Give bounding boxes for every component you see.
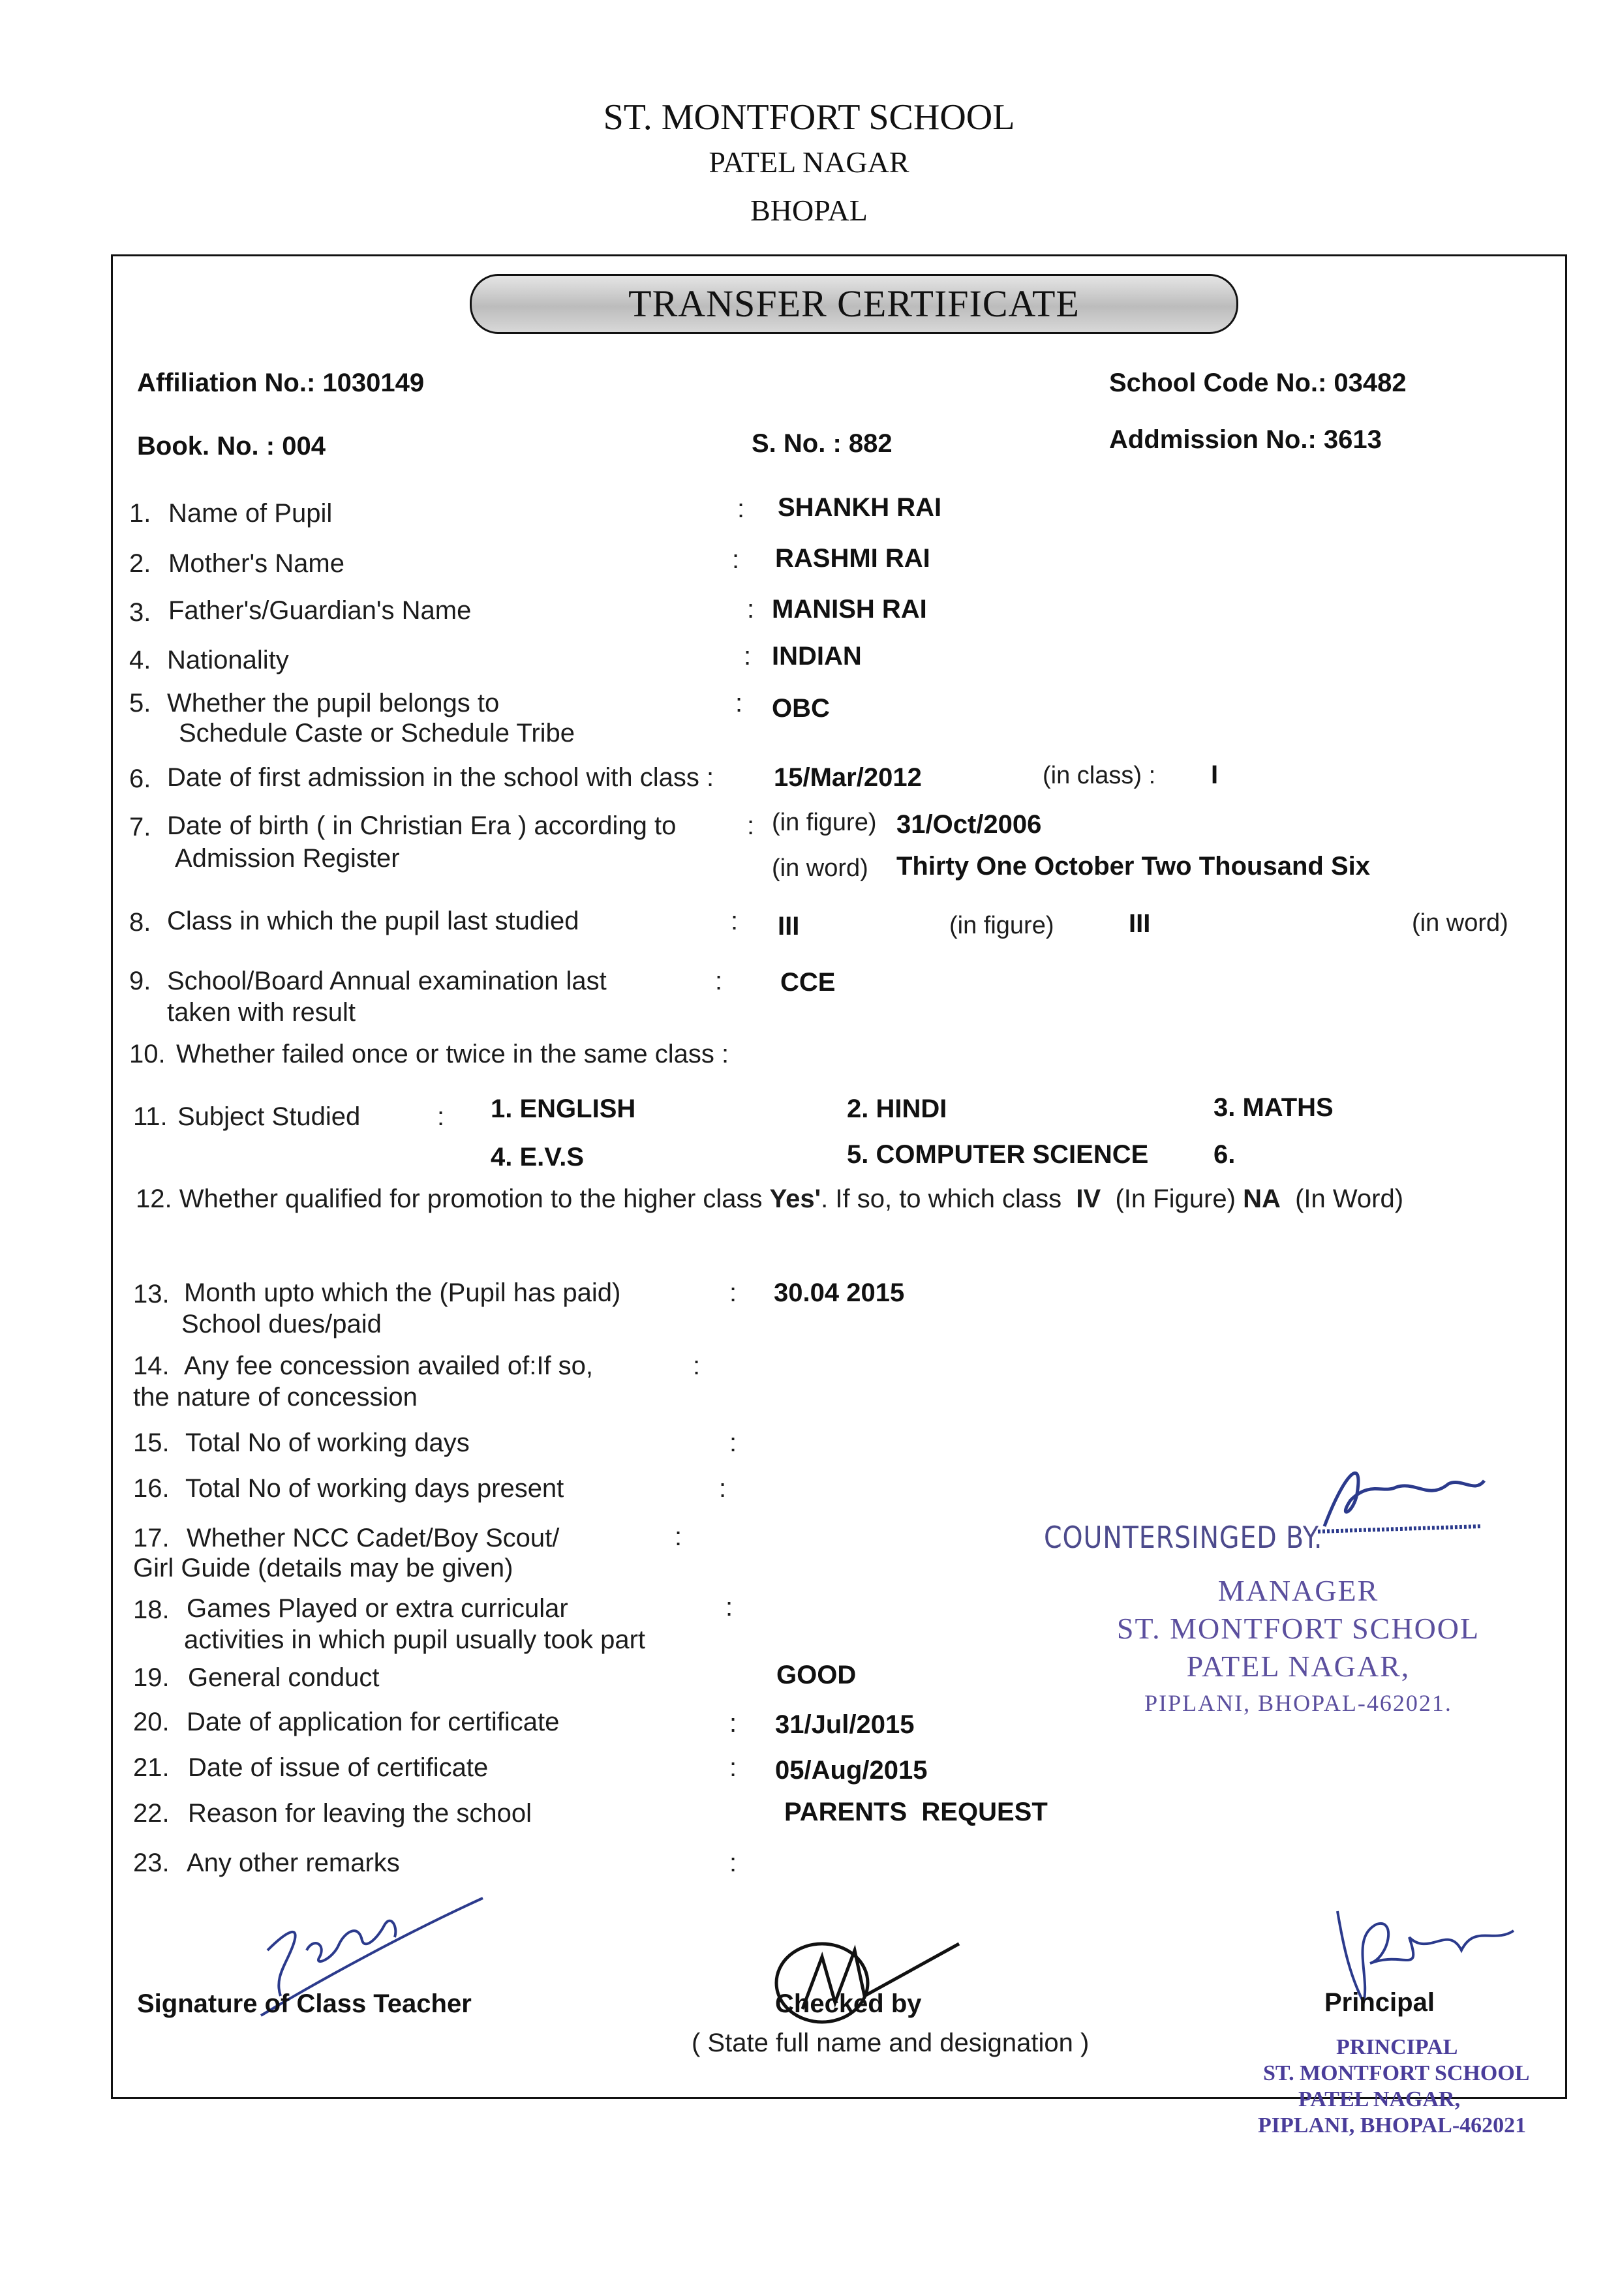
row-number: 15. (133, 1428, 170, 1457)
class-teacher-label: Signature of Class Teacher (137, 1989, 472, 2018)
row-number: 5. (129, 689, 151, 718)
label-fee-concession-line2: the nature of concession (133, 1383, 418, 1412)
label-working-days: Total No of working days (185, 1428, 470, 1457)
value-first-admission: 15/Mar/2012 (774, 763, 922, 792)
subject-item: 6. (1214, 1140, 1236, 1169)
label-name-of-pupil: Name of Pupil (168, 499, 333, 528)
row-number: 6. (129, 764, 151, 793)
label-dob-in-word: (in word) (772, 854, 868, 882)
colon: : (737, 494, 745, 523)
colon: : (731, 907, 739, 935)
school-city: BHOPAL (750, 194, 868, 227)
subject-item: 3. MATHS (1214, 1093, 1334, 1122)
label-annual-exam-line2: taken with result (167, 998, 356, 1027)
colon: : (693, 1352, 701, 1380)
row-number: 12. (136, 1185, 172, 1213)
label-games-line2: activities in which pupil usually took part (184, 1625, 646, 1654)
row-number: 18. (133, 1595, 170, 1624)
label-leaving-reason: Reason for leaving the school (188, 1799, 532, 1828)
principal-stamp-line2: ST. MONTFORT SCHOOL (1263, 2061, 1530, 2085)
label-dues: Month upto which the (Pupil has paid) (184, 1278, 621, 1307)
principal-label: Principal (1324, 1988, 1435, 2017)
promotion-line (136, 1185, 1403, 1214)
manager-signature (1318, 1455, 1488, 1533)
row-number: 1. (129, 499, 151, 528)
value-name-of-pupil: SHANKH RAI (778, 493, 942, 522)
label-last-class-in-word: (in word) (1412, 909, 1508, 937)
label-dob-in-figure: (in figure) (772, 809, 877, 836)
school-code-no: School Code No.: 03482 (1109, 369, 1407, 397)
label-caste-line2: Schedule Caste or Schedule Tribe (179, 719, 575, 748)
label-nationality: Nationality (167, 646, 289, 674)
label-promotion-mid: . If so, to which class (821, 1185, 1062, 1213)
colon: : (747, 595, 755, 624)
row-number: 14. (133, 1352, 170, 1380)
label-fathers-name: Father's/Guardian's Name (168, 596, 472, 625)
label-last-class-in-figure: (in figure) (949, 912, 1054, 939)
principal-stamp-line3: PATEL NAGAR, (1298, 2087, 1461, 2111)
row-number: 10. (129, 1040, 166, 1068)
label-ncc: Whether NCC Cadet/Boy Scout/ (187, 1524, 560, 1552)
value-issue-date: 05/Aug/2015 (775, 1756, 928, 1785)
manager-stamp-school: ST. MONTFORT SCHOOL (1116, 1612, 1480, 1645)
label-date-of-birth-line2: Admission Register (175, 844, 400, 873)
school-locality: PATEL NAGAR (709, 145, 909, 179)
row-number: 13. (133, 1280, 170, 1308)
colon: : (729, 1709, 737, 1738)
row-number: 19. (133, 1663, 170, 1692)
label-failed: Whether failed once or twice in the same class : (176, 1040, 729, 1068)
value-dob-word: Thirty One October Two Thousand Six (896, 852, 1370, 881)
value-last-class-2: III (1129, 909, 1151, 938)
row-number: 11. (133, 1102, 168, 1131)
countersigned-label: COUNTERSINGED BY. (1044, 1520, 1323, 1555)
manager-stamp-address: PIPLANI, BHOPAL-462021. (1144, 1690, 1452, 1716)
value-in-class: I (1211, 761, 1219, 789)
value-dob-figure: 31/Oct/2006 (896, 810, 1042, 839)
colon: : (675, 1522, 682, 1551)
label-in-class: (in class) : (1043, 762, 1156, 789)
colon: : (729, 1428, 737, 1457)
label-caste: Whether the pupil belongs to (167, 689, 500, 718)
label-games: Games Played or extra curricular (187, 1594, 568, 1623)
value-leaving-reason: PARENTS REQUEST (784, 1798, 1048, 1826)
label-date-of-birth: Date of birth ( in Christian Era ) according to (167, 811, 677, 840)
label-conduct: General conduct (188, 1663, 380, 1692)
value-conduct: GOOD (776, 1661, 857, 1689)
serial-no: S. No. : 882 (752, 429, 893, 458)
manager-stamp-locality: PATEL NAGAR, (1186, 1650, 1411, 1683)
checked-by-note: ( State full name and designation ) (692, 2029, 1090, 2057)
colon: : (747, 811, 755, 840)
row-number: 23. (133, 1849, 170, 1877)
row-number: 8. (129, 908, 151, 937)
row-number: 3. (129, 598, 151, 627)
label-first-admission: Date of first admission in the school with class : (167, 763, 714, 792)
colon: : (729, 1278, 737, 1307)
affiliation-no: Affiliation No.: 1030149 (137, 369, 425, 397)
label-mothers-name: Mother's Name (168, 549, 344, 578)
colon: : (719, 1474, 727, 1503)
colon: : (725, 1593, 733, 1622)
label-days-present: Total No of working days present (185, 1474, 564, 1503)
label-last-class: Class in which the pupil last studied (167, 907, 579, 935)
colon: : (729, 1753, 737, 1782)
subject-item: 4. E.V.S (491, 1143, 585, 1171)
value-caste: OBC (772, 694, 830, 723)
admission-no: Addmission No.: 3613 (1109, 425, 1382, 454)
label-ncc-line2: Girl Guide (details may be given) (133, 1554, 513, 1582)
label-promotion-in-figure: (In Figure) (1115, 1185, 1236, 1213)
row-number: 21. (133, 1753, 170, 1782)
row-number: 20. (133, 1708, 170, 1736)
value-application-date: 31/Jul/2015 (775, 1710, 915, 1739)
row-number: 16. (133, 1474, 170, 1503)
subject-item: 2. HINDI (847, 1095, 947, 1123)
value-promotion-class-word: NA (1243, 1185, 1281, 1213)
label-other-remarks: Any other remarks (187, 1849, 400, 1877)
colon: : (735, 689, 743, 718)
colon: : (715, 967, 723, 995)
label-subjects: Subject Studied (177, 1102, 361, 1131)
value-promotion-yes: Yes' (769, 1185, 821, 1213)
colon: : (729, 1849, 737, 1877)
manager-stamp-role: MANAGER (1217, 1574, 1379, 1607)
label-annual-exam: School/Board Annual examination last (167, 967, 607, 995)
checked-by-label: Checked by (775, 1989, 922, 2018)
value-annual-exam: CCE (780, 968, 836, 997)
book-no: Book. No. : 004 (137, 432, 326, 461)
label-issue-date: Date of issue of certificate (188, 1753, 489, 1782)
value-last-class: III (778, 912, 800, 941)
colon: : (744, 642, 752, 671)
subject-item: 1. ENGLISH (491, 1095, 636, 1123)
value-dues: 30.04 2015 (774, 1278, 905, 1307)
row-number: 2. (129, 549, 151, 578)
colon: : (437, 1102, 445, 1131)
row-number: 22. (133, 1799, 170, 1828)
row-number: 17. (133, 1524, 170, 1552)
label-promotion-in-word: (In Word) (1295, 1185, 1404, 1213)
principal-stamp-line4: PIPLANI, BHOPAL-462021 (1258, 2113, 1527, 2137)
label-promotion: Whether qualified for promotion to the higher class (179, 1185, 763, 1213)
row-number: 9. (129, 967, 151, 995)
principal-stamp-line1: PRINCIPAL (1336, 2035, 1458, 2059)
label-dues-line2: School dues/paid (181, 1310, 382, 1338)
certificate-title: TRANSFER CERTIFICATE (470, 274, 1238, 334)
row-number: 7. (129, 813, 151, 841)
row-number: 4. (129, 646, 151, 674)
value-mothers-name: RASHMI RAI (775, 544, 930, 573)
label-fee-concession: Any fee concession availed of:If so, (184, 1352, 594, 1380)
school-name: ST. MONTFORT SCHOOL (603, 97, 1015, 138)
subject-item: 5. COMPUTER SCIENCE (847, 1140, 1149, 1169)
colon: : (732, 545, 740, 574)
label-application-date: Date of application for certificate (187, 1708, 560, 1736)
value-promotion-class-figure: IV (1076, 1185, 1101, 1213)
value-fathers-name: MANISH RAI (772, 595, 927, 624)
value-nationality: INDIAN (772, 642, 862, 671)
